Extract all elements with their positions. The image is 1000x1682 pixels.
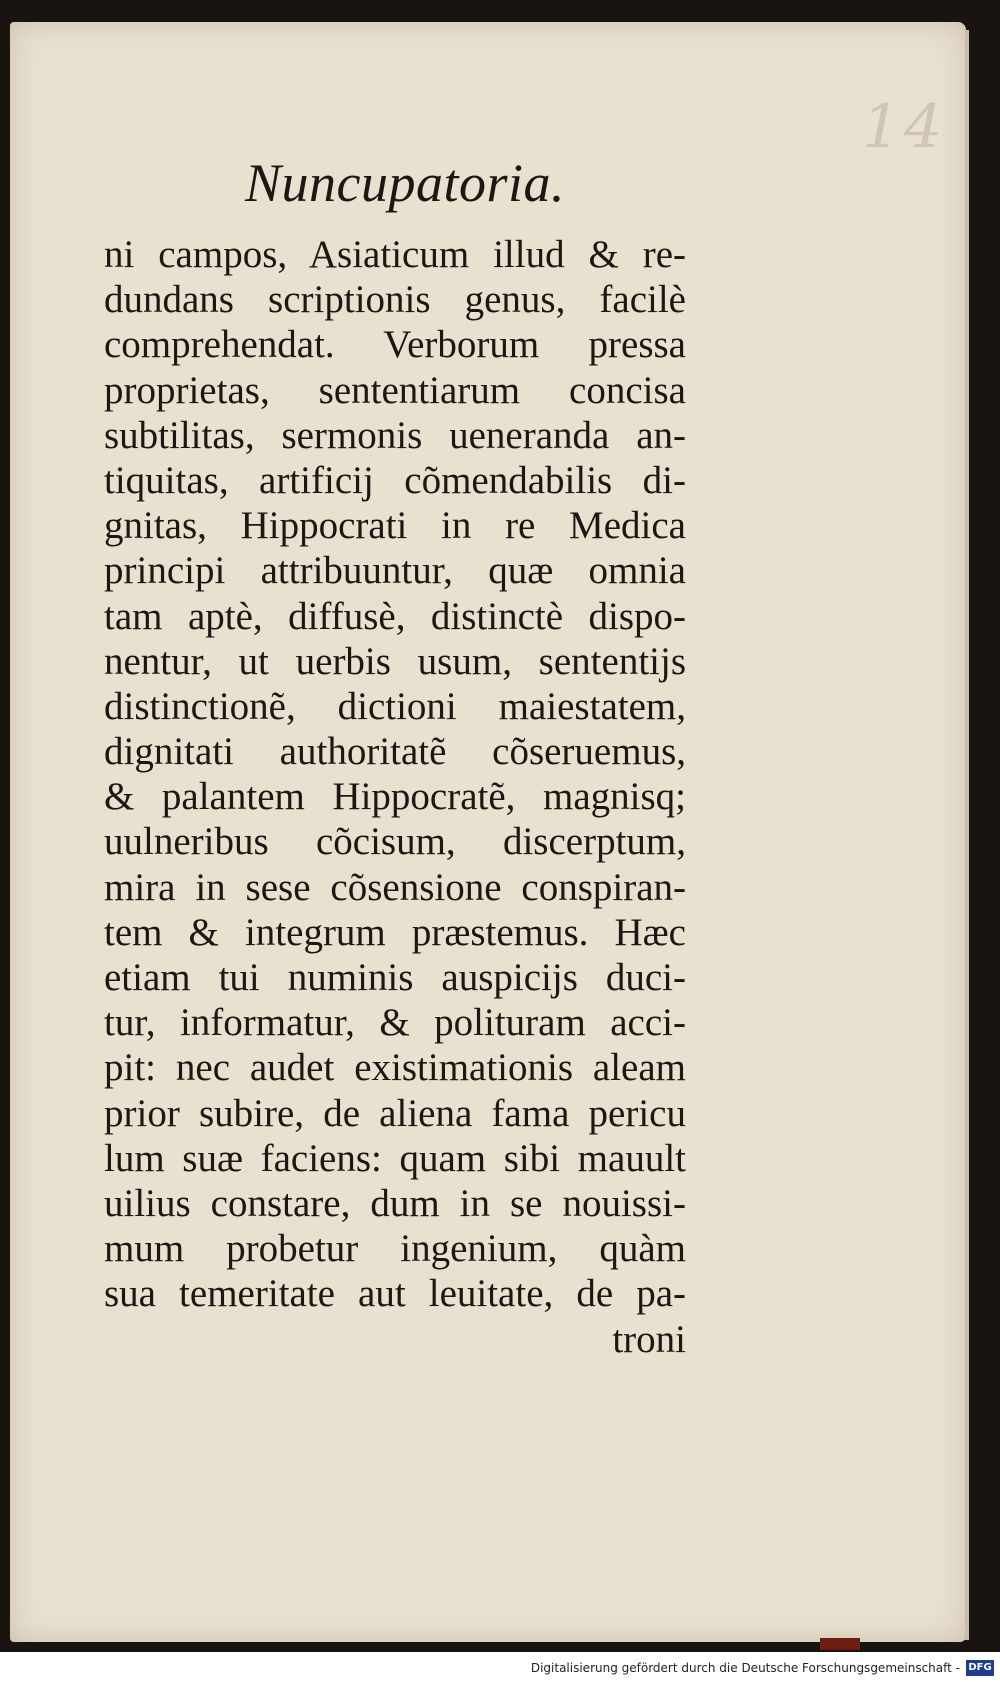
- footer-bar: [0, 1658, 1000, 1682]
- page-edge: [965, 30, 969, 1640]
- text-line: tam aptè, diffusè, distinctè dispo-: [104, 594, 686, 638]
- text-line: prior subire, de aliena fama pericu: [104, 1091, 686, 1135]
- text-line: distinctionẽ, dictioni maiestatem,: [104, 684, 686, 728]
- text-line: dundans scriptionis genus, facilè: [104, 278, 686, 322]
- text-line: comprehendat. Verborum pressa: [104, 323, 686, 367]
- dfg-logo-icon: DFG: [966, 1660, 994, 1676]
- text-line: dignitati authoritatẽ cõseruemus,: [104, 730, 686, 774]
- running-head: Nuncupatoria.: [245, 153, 566, 213]
- text-line: ni campos, Asiaticum illud & re-: [104, 233, 686, 276]
- text-line: tiquitas, artificij cõmendabilis di-: [104, 458, 686, 502]
- text-line: lum suæ faciens: quam sibi mauult: [104, 1136, 686, 1180]
- body-text: [104, 232, 686, 1362]
- text-line: subtilitas, sermonis ueneranda an-: [104, 413, 686, 457]
- text-line: tem & integrum præstemus. Hæc: [104, 910, 686, 954]
- text-line: uilius constare, dum in se nouissi-: [104, 1181, 686, 1225]
- folio-number: 14: [862, 92, 947, 162]
- text-line: nentur, ut uerbis usum, sententijs: [104, 639, 686, 683]
- text-line: principi attribuuntur, quæ omnia: [104, 549, 686, 593]
- text-line: uulneribus cõcisum, discerptum,: [104, 820, 686, 864]
- text-line: pit: nec audet existimationis aleam: [104, 1046, 686, 1090]
- text-line: gnitas, Hippocrati in re Medica: [104, 504, 686, 548]
- text-line: mum probetur ingenium, quàm: [104, 1227, 686, 1271]
- text-line: tur, informatur, & polituram acci-: [104, 1001, 686, 1045]
- binding-tab: [820, 1638, 860, 1650]
- text-line: troni: [612, 1317, 686, 1361]
- text-line: etiam tui numinis auspicijs duci-: [104, 956, 686, 999]
- text-line: sua temeritate aut leuitate, de pa-: [104, 1272, 686, 1316]
- text-line: proprietas, sententiarum concisa: [104, 368, 686, 412]
- digitization-credit: Digitalisierung gefördert durch die Deutsche Forschungsgemeinschaft -: [530, 1661, 960, 1675]
- text-line: & palantem Hippocratẽ, magnisq;: [104, 775, 686, 819]
- text-line: mira in sese cõsensione conspiran-: [104, 865, 686, 909]
